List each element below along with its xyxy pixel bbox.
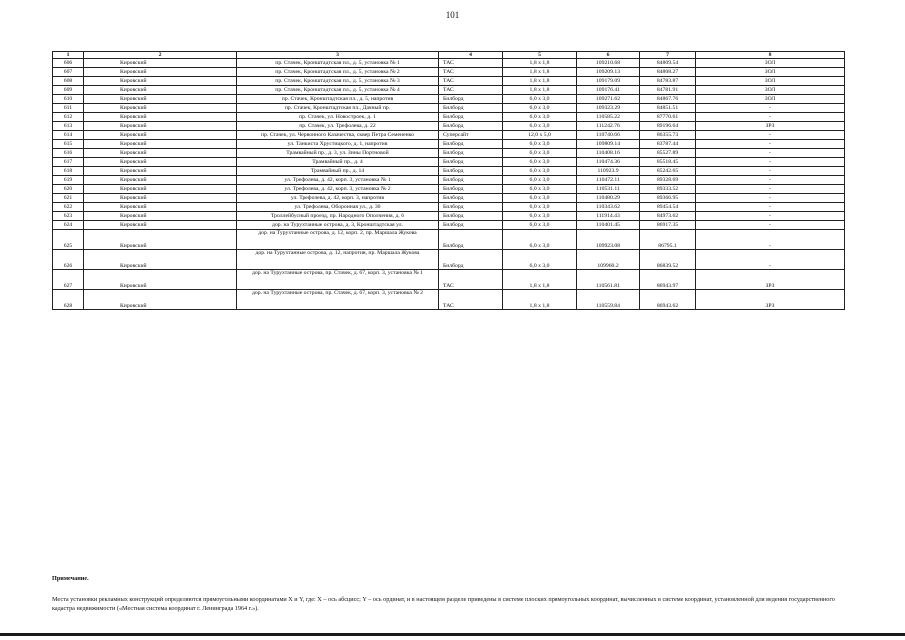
table-cell-col-4: Билборд	[439, 203, 503, 212]
table-cell-col-1: 626	[53, 250, 84, 270]
table-cell-col-3: ул. Танкиста Хрустицкого, д. 1, напротив	[237, 140, 439, 149]
table-cell-col-7: 84851.51	[640, 104, 696, 113]
table-cell-col-2: Кировский	[84, 77, 237, 86]
table-row	[53, 158, 845, 167]
table-cell-col-8: -	[696, 250, 845, 270]
table-cell-col-4: Билборд	[439, 230, 503, 250]
table-cell-col-2: Кировский	[84, 194, 237, 203]
table-cell-col-8: -	[696, 113, 845, 122]
table-cell-col-6: 111242.76	[577, 122, 640, 131]
table-cell-col-8: -	[696, 131, 845, 140]
table-cell-col-1: 613	[53, 122, 84, 131]
table-cell-col-8: -	[696, 104, 845, 113]
table-row	[53, 131, 845, 140]
table-cell-col-5: 1,8 x 1,8	[503, 68, 577, 77]
table-cell-col-2: Кировский	[84, 270, 237, 290]
table-cell-col-8: -	[696, 203, 845, 212]
table-cell-col-2: Кировский	[84, 104, 237, 113]
table-cell-col-5: 6,0 x 3,0	[503, 113, 577, 122]
table-cell-col-2: Кировский	[84, 59, 237, 68]
column-header-5: 5	[503, 52, 577, 59]
table-cell-col-5: 6,0 x 3,0	[503, 176, 577, 185]
table-cell-col-5: 1,8 x 1,8	[503, 86, 577, 95]
table-cell-col-2: Кировский	[84, 131, 237, 140]
table-cell-col-1: 628	[53, 290, 84, 310]
table-row	[53, 122, 845, 131]
table-row	[53, 290, 845, 310]
table-cell-col-5: 6,0 x 3,0	[503, 250, 577, 270]
table-cell-col-8: ЗРЗ	[696, 290, 845, 310]
table-cell-col-2: Кировский	[84, 290, 237, 310]
table-cell-col-1: 611	[53, 104, 84, 113]
table-row	[53, 230, 845, 250]
table-cell-col-4: Билборд	[439, 167, 503, 176]
table-row	[53, 86, 845, 95]
table-cell-col-4: Билборд	[439, 250, 503, 270]
table-cell-col-7: 84973.62	[640, 212, 696, 221]
table-cell-col-7: 86839.52	[640, 250, 696, 270]
table-cell-col-4: Билборд	[439, 140, 503, 149]
table-cell-col-3: ул. Трефолева, Оборонная ул., д. 30	[237, 203, 439, 212]
table-cell-col-6: 110561.81	[577, 270, 640, 290]
table-cell-col-7: 89454.54	[640, 203, 696, 212]
table-cell-col-2: Кировский	[84, 68, 237, 77]
table-cell-col-8: ЗОЛ	[696, 86, 845, 95]
table-cell-col-7: 86943.62	[640, 290, 696, 310]
table-cell-col-5: 6,0 x 3,0	[503, 158, 577, 167]
table-cell-col-7: 85518.45	[640, 158, 696, 167]
table-cell-col-6: 110472.11	[577, 176, 640, 185]
table-cell-col-3: Трамвайный пр., д. 4	[237, 158, 439, 167]
table-row	[53, 270, 845, 290]
column-header-6: 6	[577, 52, 640, 59]
table-cell-col-5: 1,8 x 1,8	[503, 77, 577, 86]
table-body	[53, 59, 845, 310]
column-header-8: 8	[696, 52, 845, 59]
column-header-2: 2	[84, 52, 237, 59]
table-cell-col-1: 612	[53, 113, 84, 122]
table-cell-col-1: 607	[53, 68, 84, 77]
table-cell-col-5: 12,0 x 5,0	[503, 131, 577, 140]
table-cell-col-1: 618	[53, 167, 84, 176]
table-cell-col-8: ЗОЛ	[696, 77, 845, 86]
table-cell-col-4: Билборд	[439, 122, 503, 131]
table-cell-col-8: -	[696, 167, 845, 176]
table-cell-col-6: 110474.36	[577, 158, 640, 167]
table-cell-col-7: 85242.65	[640, 167, 696, 176]
table-cell-col-6: 110408.16	[577, 149, 640, 158]
table-cell-col-8: ЗОЛ	[696, 68, 845, 77]
table-cell-col-7: 84809.54	[640, 59, 696, 68]
table-cell-col-1: 617	[53, 158, 84, 167]
table-cell-col-3: пр. Стачек, ул. Трефолева, д. 22	[237, 122, 439, 131]
table-cell-col-6: 109210.68	[577, 59, 640, 68]
table-row	[53, 149, 845, 158]
table-cell-col-2: Кировский	[84, 140, 237, 149]
table-cell-col-8: -	[696, 212, 845, 221]
table-cell-col-4: ТАС	[439, 270, 503, 290]
table-cell-col-4: Билборд	[439, 104, 503, 113]
table-row	[53, 167, 845, 176]
table-cell-col-5: 6,0 x 3,0	[503, 212, 577, 221]
table-cell-col-7: 85527.89	[640, 149, 696, 158]
table-cell-col-6: 110559.84	[577, 290, 640, 310]
table-cell-col-3: пр. Стачек, Кронштадтская пл., д. 5, напротив	[237, 95, 439, 104]
advertising-structures-table	[52, 51, 845, 310]
table-cell-col-5: 6,0 x 3,0	[503, 140, 577, 149]
table-cell-col-4: Билборд	[439, 113, 503, 122]
table-cell-col-7: 86917.35	[640, 221, 696, 230]
table-cell-col-2: Кировский	[84, 221, 237, 230]
table-cell-col-8: -	[696, 176, 845, 185]
table-cell-col-1: 616	[53, 149, 84, 158]
table-cell-col-4: Билборд	[439, 185, 503, 194]
table-cell-col-6: 110480.29	[577, 194, 640, 203]
table-cell-col-3: пр. Стачек, Кронштадтская пл., Дачный пр.	[237, 104, 439, 113]
table-header-row	[53, 52, 845, 59]
table-cell-col-2: Кировский	[84, 185, 237, 194]
table-cell-col-8: ЗРЗ	[696, 122, 845, 131]
table-cell-col-3: пр. Стачек, ул. Червонного Казачества, сквер Петра Семененко	[237, 131, 439, 140]
table-cell-col-8: ЗОЛ	[696, 59, 845, 68]
table-cell-col-1: 622	[53, 203, 84, 212]
table-cell-col-4: ТАС	[439, 290, 503, 310]
table-cell-col-7: 86943.97	[640, 270, 696, 290]
table-cell-col-8: -	[696, 158, 845, 167]
table-row	[53, 176, 845, 185]
table-cell-col-4: Билборд	[439, 149, 503, 158]
table-cell-col-3: дор. на Турухтанные острова, пр. Стачек, д. 67, корп. 3, установка № 1	[237, 270, 439, 290]
table-cell-col-6: 109176.41	[577, 86, 640, 95]
table-cell-col-4: Билборд	[439, 194, 503, 203]
table-cell-col-2: Кировский	[84, 230, 237, 250]
table-cell-col-4: Билборд	[439, 221, 503, 230]
table-cell-col-6: 110585.22	[577, 113, 640, 122]
table-row	[53, 250, 845, 270]
table-cell-col-3: пр. Стачек, ул. Новостроек, д. 1	[237, 113, 439, 122]
table-cell-col-5: 6,0 x 3,0	[503, 167, 577, 176]
table-cell-col-3: ул. Трефолева, д. 42, корп. 3, напротив	[237, 194, 439, 203]
table-cell-col-3: Троллейбусный проезд, пр. Народного Ополчения, д. 6	[237, 212, 439, 221]
table-cell-col-7: 89328.69	[640, 176, 696, 185]
table-cell-col-5: 6,0 x 3,0	[503, 194, 577, 203]
table-cell-col-4: ТАС	[439, 59, 503, 68]
table-cell-col-3: ул. Трефолева, д. 42, корп. 3, установка № 2	[237, 185, 439, 194]
table-row	[53, 212, 845, 221]
table-cell-col-8: ЗРЗ	[696, 270, 845, 290]
table-cell-col-1: 621	[53, 194, 84, 203]
table-cell-col-4: Билборд	[439, 95, 503, 104]
table-cell-col-1: 615	[53, 140, 84, 149]
bottom-rule	[0, 633, 905, 636]
table-cell-col-4: Билборд	[439, 212, 503, 221]
table-cell-col-3: Трамвайный пр., д. 3, ул. Зины Портновой	[237, 149, 439, 158]
table-cell-col-3: Трамвайный пр., д. 14	[237, 167, 439, 176]
column-header-4: 4	[439, 52, 503, 59]
table-cell-col-4: Билборд	[439, 158, 503, 167]
table-cell-col-8: -	[696, 194, 845, 203]
table-cell-col-2: Кировский	[84, 212, 237, 221]
table-cell-col-4: Билборд	[439, 176, 503, 185]
table-cell-col-7: 84781.91	[640, 86, 696, 95]
table-cell-col-4: ТАС	[439, 86, 503, 95]
column-header-1: 1	[53, 52, 84, 59]
table-cell-col-6: 109271.62	[577, 95, 640, 104]
column-header-3: 3	[237, 52, 439, 59]
table-cell-col-6: 109923.08	[577, 230, 640, 250]
table-cell-col-2: Кировский	[84, 95, 237, 104]
note-title: Примечание.	[52, 575, 89, 582]
table-cell-col-3: ул. Трефолева, д. 42, корп. 3, установка № 1	[237, 176, 439, 185]
table-cell-col-1: 614	[53, 131, 84, 140]
table-row	[53, 113, 845, 122]
table-cell-col-1: 624	[53, 221, 84, 230]
table-cell-col-8: -	[696, 140, 845, 149]
table-cell-col-1: 620	[53, 185, 84, 194]
table-cell-col-7: 84808.27	[640, 68, 696, 77]
table-cell-col-4: Суперсайт	[439, 131, 503, 140]
table-row	[53, 221, 845, 230]
table-cell-col-6: 110401.45	[577, 221, 640, 230]
table-cell-col-2: Кировский	[84, 176, 237, 185]
table-cell-col-5: 1,8 x 1,8	[503, 290, 577, 310]
table-cell-col-7: 87770.61	[640, 113, 696, 122]
table-cell-col-1: 619	[53, 176, 84, 185]
table-cell-col-1: 623	[53, 212, 84, 221]
table-row	[53, 59, 845, 68]
table-cell-col-5: 6,0 x 3,0	[503, 185, 577, 194]
table-cell-col-5: 6,0 x 3,0	[503, 122, 577, 131]
table-cell-col-7: 84867.76	[640, 95, 696, 104]
table-cell-col-6: 109209.13	[577, 68, 640, 77]
table-cell-col-5: 1,8 x 1,8	[503, 59, 577, 68]
table-row	[53, 194, 845, 203]
table-cell-col-4: ТАС	[439, 77, 503, 86]
table-cell-col-1: 609	[53, 86, 84, 95]
table-cell-col-7: 89196.64	[640, 122, 696, 131]
table-cell-col-2: Кировский	[84, 203, 237, 212]
table-cell-col-6: 110343.62	[577, 203, 640, 212]
table-row	[53, 77, 845, 86]
table-cell-col-5: 6,0 x 3,0	[503, 149, 577, 158]
table-cell-col-5: 6,0 x 3,0	[503, 221, 577, 230]
table-cell-col-5: 6,0 x 3,0	[503, 95, 577, 104]
table-cell-col-2: Кировский	[84, 250, 237, 270]
table-cell-col-7: 86355.73	[640, 131, 696, 140]
table-cell-col-2: Кировский	[84, 122, 237, 131]
table-cell-col-1: 625	[53, 230, 84, 250]
table-cell-col-3: дор. на Турухтанные острова, д. 12, напротив, пр. Маршала Жукова	[237, 250, 439, 270]
table-cell-col-7: 89366.95	[640, 194, 696, 203]
table-cell-col-2: Кировский	[84, 113, 237, 122]
table-cell-col-5: 6,0 x 3,0	[503, 104, 577, 113]
table-row	[53, 185, 845, 194]
table-cell-col-7: 86795.1	[640, 230, 696, 250]
table-cell-col-8: -	[696, 149, 845, 158]
table-cell-col-6: 109179.09	[577, 77, 640, 86]
page-number: 101	[445, 10, 460, 20]
table-cell-col-7: 89333.52	[640, 185, 696, 194]
table-cell-col-5: 1,8 x 1,8	[503, 270, 577, 290]
table-cell-col-8: -	[696, 230, 845, 250]
table-cell-col-3: дор. на Турухтанные острова, д. 3, Кронштадтская ул.	[237, 221, 439, 230]
table-cell-col-2: Кировский	[84, 86, 237, 95]
table-cell-col-3: пр. Стачек, Кронштадтская пл., д. 5, установка № 4	[237, 86, 439, 95]
table-cell-col-6: 109960.2	[577, 250, 640, 270]
table-cell-col-8: -	[696, 221, 845, 230]
note-text: Места установки рекламных конструкций определяются прямоугольными координатами X и Y, где: X – ось абсцисс; Y – ось ординат, и в настоящем разделе приведены в системе плоских прямоугольных координат, вычисленных в системе координат, установленной для ведения государственного кадастра недвижимости («Местная система координат г. Ленинграда 1964 г.»).	[52, 596, 835, 612]
table-cell-col-1: 608	[53, 77, 84, 86]
table-cell-col-1: 627	[53, 270, 84, 290]
table-cell-col-7: 84783.87	[640, 77, 696, 86]
table-cell-col-2: Кировский	[84, 158, 237, 167]
table-cell-col-6: 111914.43	[577, 212, 640, 221]
table-row	[53, 68, 845, 77]
table-cell-col-5: 6,0 x 3,0	[503, 203, 577, 212]
table-cell-col-6: 109809.14	[577, 140, 640, 149]
table-cell-col-3: дор. на Турухтанные острова, пр. Стачек, д. 67, корп. 3, установка № 2	[237, 290, 439, 310]
table-cell-col-5: 6,0 x 3,0	[503, 230, 577, 250]
table-cell-col-6: 110740.66	[577, 131, 640, 140]
table-row	[53, 203, 845, 212]
table-cell-col-2: Кировский	[84, 167, 237, 176]
table-row	[53, 140, 845, 149]
table-cell-col-1: 610	[53, 95, 84, 104]
table-cell-col-2: Кировский	[84, 149, 237, 158]
table-cell-col-3: пр. Стачек, Кронштадтская пл., д. 5, установка № 3	[237, 77, 439, 86]
table-cell-col-6: 110923.9	[577, 167, 640, 176]
table-row	[53, 104, 845, 113]
table-cell-col-6: 109323.29	[577, 104, 640, 113]
table-cell-col-3: пр. Стачек, Кронштадтская пл., д. 5, установка № 2	[237, 68, 439, 77]
column-header-7: 7	[640, 52, 696, 59]
table-cell-col-8: -	[696, 185, 845, 194]
table-cell-col-3: дор. на Турухтанные острова, д. 12, корп. 2, пр. Маршала Жукова	[237, 230, 439, 250]
table-cell-col-8: ЗОЛ	[696, 95, 845, 104]
table-cell-col-4: ТАС	[439, 68, 503, 77]
table-cell-col-6: 110531.11	[577, 185, 640, 194]
table-cell-col-3: пр. Стачек, Кронштадтская пл., д. 5, установка № 1	[237, 59, 439, 68]
table-cell-col-7: 83787.44	[640, 140, 696, 149]
table-cell-col-1: 606	[53, 59, 84, 68]
table-row	[53, 95, 845, 104]
